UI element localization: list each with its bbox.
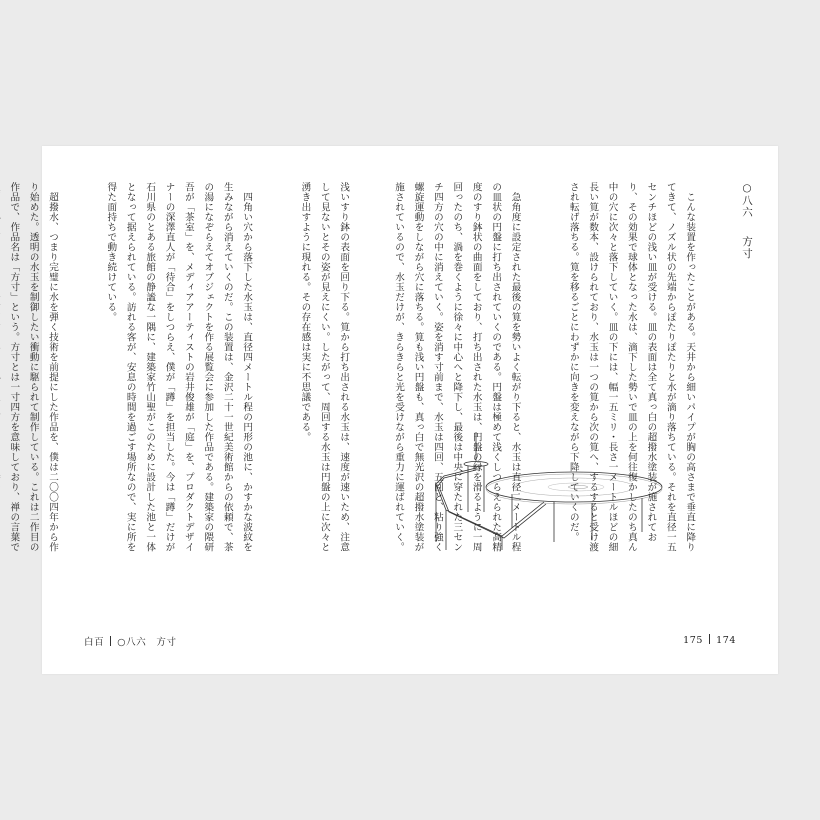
- right-page: [393, 146, 778, 674]
- paragraph: 超撥水、つまり完璧に水を弾く技術を前提にした作品を、僕は二〇〇四年から作り始めた。透明の水玉を制御したい衝動に駆られて制作している。これは二作目の作品で、作品名は「方寸」という。方寸とは一寸四方を意味しており、禅の言葉で: [8, 182, 59, 552]
- paragraph: 急角度に設定された最後の筧を勢いよく転がり下ると、水玉は直径二メートル程の皿状の円盤に打ち出されていくのである。円盤は極めて浅くしつらえられた高精度のすり鉢状の曲面をしており、打ち出された水玉は、円盤の縁を滑るように一周回ったのち、渦を巻くように徐々に中心へと降下し、最後は中央に穿たれた三センチ四方の穴の中に消えていく。姿を消す寸前まで、水玉は四回、五回と、粘り強く螺旋運動をしながら穴に落ちる。筧も浅い円盤も、真っ白で無光沢の超撥水塗装が施されているので、水玉だけが、きらきらと光を受けながら重力に運ばれていく。: [393, 182, 521, 552]
- left-body-text: [0, 182, 392, 554]
- section-number: ○八六: [741, 182, 753, 218]
- section-title: 方寸: [741, 236, 753, 260]
- paragraph: 浅いすり鉢の表面を回り下る。筧から打ち出される水玉は、速度が速いため、注意して見ないとその姿が見えにくい。したがって、周回する水玉は円盤の上に次々と湧き出すように現れる。その存在感は実に不思議である。: [299, 182, 350, 552]
- divider: [110, 636, 111, 646]
- paragraph: こんな装置を作ったことがある。天井から細いパイプが胸の高さまで垂直に降りてきて、ノズル状の先端からぽたりぽたりと水が滴り落ちている。それを直径一五センチほどの浅い皿が受ける。皿の表面は全て真っ白の超撥水塗装が施されており、その効果で球体となった水は、滴下した勢いで皿の上を何往復かしたのち真ん中の穴に次々と落下していく。皿の下には、幅一五ミリ・長さ一メートルほどの細長い筧が数本、設けられており、水玉は一つの筧から次の筧へ、するすると受け渡され転げ落ちる。筧を移るごとにわずかに向きを変えながら下降していくのだ。: [567, 182, 696, 552]
- section-heading: [740, 182, 755, 259]
- footer-book-title: [84, 634, 177, 648]
- book-title: 白百: [84, 637, 105, 648]
- right-body-text: [350, 182, 738, 554]
- footer-section: ○八六 方寸: [117, 637, 177, 648]
- divider: [709, 634, 710, 644]
- page-number: 175: [683, 635, 704, 646]
- footer-page-numbers: [683, 634, 736, 646]
- paragraph: 四角い穴から落下した水玉は、直径四メートル程の円形の池に、かすかな波紋を生みながら消えていくのだ。この装置は、金沢二十一世紀美術館からの依頼で、茶の湯になぞらえてオブジェクトを作る展覧会に参加した作品である。建築家の隈研吾が「茶室」を、メディアアーティストの岩井俊雄が「庭」を、プロダクトデザイナーの深澤直人が「待合」をしつらえ、僕が「蹲」を担当した。今は「蹲」だけが石川県のとある旅館の静謐な一隅に、建築家竹山聖がこのために設計した池と一体となって据えられている。訪れる客が、安息の時間を過ごす場所なので、実に所を得た面持ちで動き続けている。: [105, 182, 253, 552]
- book-spread: [8, 146, 778, 674]
- page-number: 174: [716, 635, 736, 646]
